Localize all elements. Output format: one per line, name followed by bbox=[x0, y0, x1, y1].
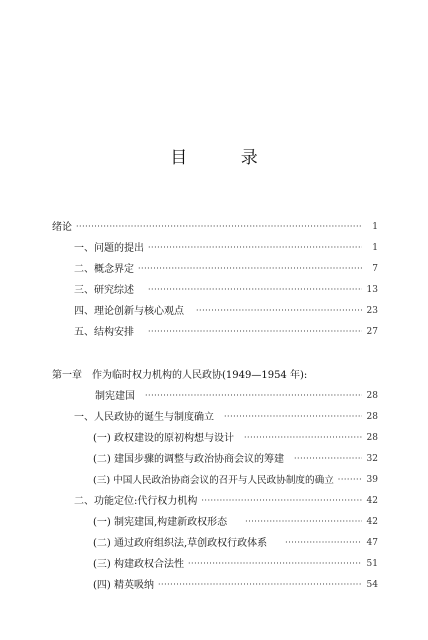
toc-page-number: 1 bbox=[372, 243, 378, 253]
toc-entry-title: (三) 构建政权合法性 bbox=[93, 558, 188, 571]
toc-entry[interactable] bbox=[93, 536, 378, 550]
toc-entry[interactable] bbox=[93, 452, 378, 466]
leader-dots bbox=[145, 390, 362, 401]
toc-entry-title: (二) 通过政府组织法,草创政权行政体系 bbox=[93, 537, 271, 550]
leader-dots bbox=[188, 558, 362, 569]
toc-page-number: 47 bbox=[366, 538, 378, 548]
leader-dots bbox=[245, 516, 362, 527]
toc-entry[interactable] bbox=[93, 515, 378, 529]
toc-entry-title: 二、功能定位:代行权力机构 bbox=[74, 495, 201, 508]
toc-entry-title: 三、研究综述 bbox=[74, 284, 138, 297]
toc-page-number: 23 bbox=[366, 306, 378, 316]
toc-entry[interactable] bbox=[74, 325, 378, 339]
toc-entry[interactable] bbox=[74, 304, 378, 318]
toc-page-number: 51 bbox=[366, 559, 378, 569]
toc-page-number: 7 bbox=[372, 264, 378, 274]
toc-entry[interactable] bbox=[74, 410, 378, 424]
toc-entry-title: (一) 政权建设的原初构想与设计 bbox=[93, 432, 238, 445]
toc-entry[interactable] bbox=[93, 473, 378, 487]
toc-entry-title: 制宪建国 bbox=[95, 390, 139, 403]
leader-dots bbox=[148, 284, 362, 295]
toc-page-number: 27 bbox=[366, 327, 378, 337]
toc-page-number: 54 bbox=[366, 580, 378, 590]
toc-entry-title: 一、问题的提出 bbox=[74, 242, 148, 255]
toc-page-number: 1 bbox=[372, 222, 378, 232]
leader-dots bbox=[224, 411, 362, 422]
toc-entry[interactable] bbox=[74, 283, 378, 297]
toc-page-number: 39 bbox=[366, 475, 378, 485]
toc-entry[interactable] bbox=[74, 262, 378, 276]
toc-page-number: 32 bbox=[366, 454, 378, 464]
toc-page-number: 28 bbox=[366, 412, 378, 422]
toc-page-number: 42 bbox=[366, 517, 378, 527]
toc-chapter-heading[interactable]: 第一章 作为临时权力机构的人民政协(1949—1954 年): bbox=[52, 370, 308, 381]
toc-page-number: 42 bbox=[366, 496, 378, 506]
toc-entry-introduction[interactable] bbox=[52, 220, 378, 234]
leader-dots bbox=[244, 432, 362, 443]
toc-entry-title: (三) 中国人民政治协商会议的召开与人民政协制度的确立 bbox=[93, 474, 338, 487]
toc-entry[interactable] bbox=[93, 578, 378, 592]
page-title: 目 录 bbox=[170, 148, 282, 168]
leader-dots bbox=[138, 263, 362, 274]
toc-entry[interactable] bbox=[74, 241, 378, 255]
toc-entry-title: 五、结构安排 bbox=[74, 326, 138, 339]
toc-page-number: 13 bbox=[366, 285, 378, 295]
toc-entry-title: 一、人民政协的诞生与制度确立 bbox=[74, 411, 218, 424]
leader-dots bbox=[148, 326, 362, 337]
leader-dots bbox=[338, 474, 362, 485]
leader-dots bbox=[294, 453, 362, 464]
toc-entry-title: (一) 制宪建国,构建新政权形态 bbox=[93, 516, 231, 529]
toc-entry[interactable] bbox=[93, 431, 378, 445]
toc-entry-chapter-subtitle[interactable] bbox=[95, 389, 378, 403]
leader-dots bbox=[76, 221, 362, 232]
toc-entry-title: 二、概念界定 bbox=[74, 263, 138, 276]
toc-entry[interactable] bbox=[93, 557, 378, 571]
toc-entry-title: 绪论 bbox=[52, 221, 76, 234]
toc-entry[interactable] bbox=[74, 494, 378, 508]
leader-dots bbox=[196, 305, 362, 316]
toc-page-number: 28 bbox=[366, 433, 378, 443]
toc-entry-title: (四) 精英吸纳 bbox=[93, 579, 158, 592]
toc-page-number: 28 bbox=[366, 391, 378, 401]
leader-dots bbox=[158, 579, 362, 590]
leader-dots bbox=[148, 242, 362, 253]
leader-dots bbox=[201, 495, 362, 506]
toc-entry-title: 四、理论创新与核心观点 bbox=[74, 305, 188, 318]
leader-dots bbox=[285, 537, 362, 548]
toc-entry-title: (二) 建国步骤的调整与政治协商会议的筹建 bbox=[93, 453, 288, 466]
